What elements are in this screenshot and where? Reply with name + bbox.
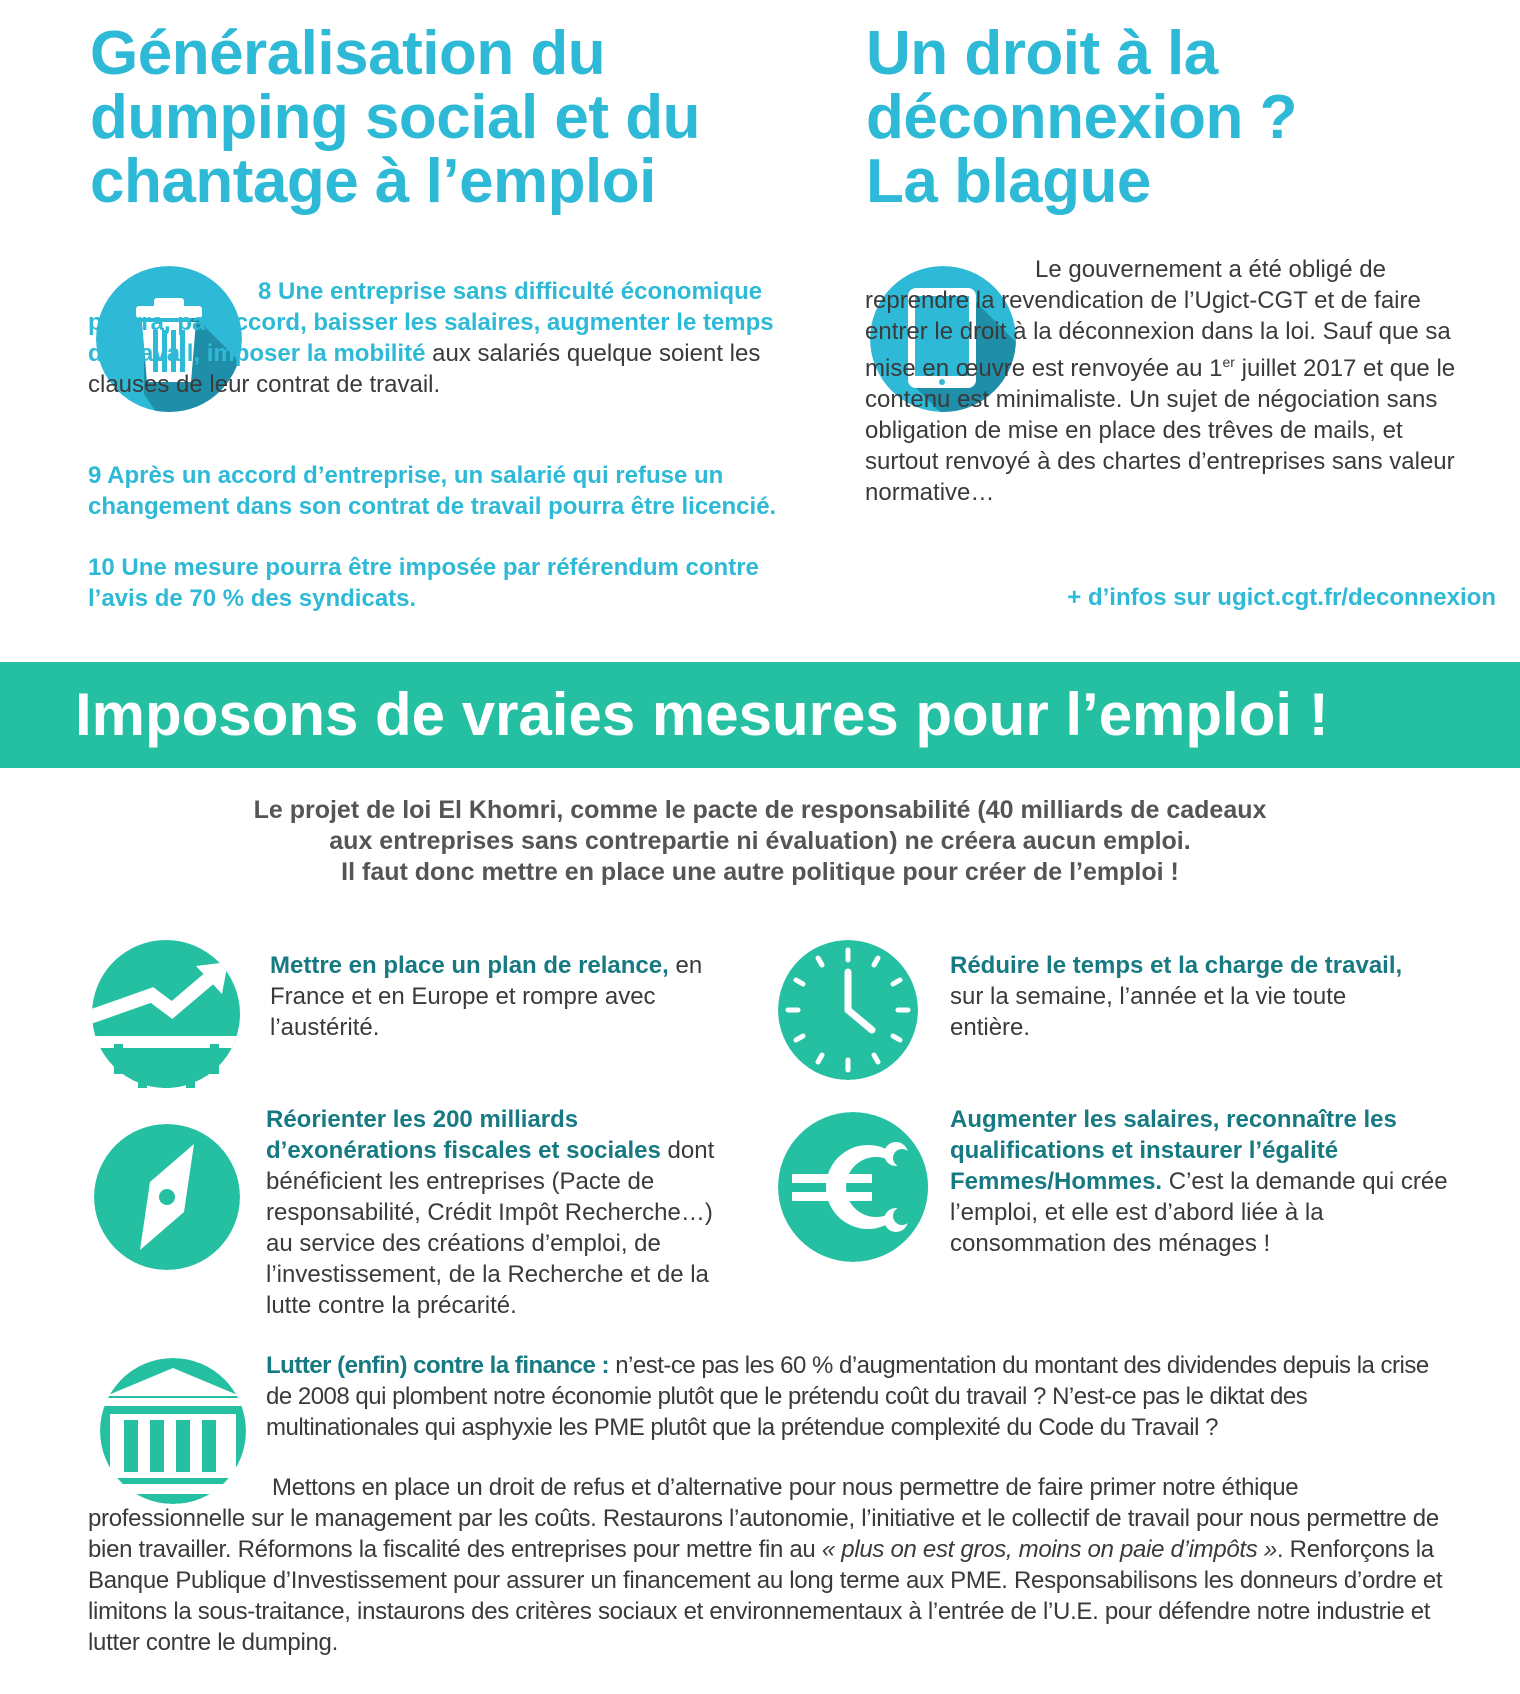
exo-title: Réorienter les 200 milliards d’exonérations fiscales et sociales: [266, 1106, 661, 1164]
measure-relance: [270, 950, 710, 1043]
measure-salaires: [950, 1104, 1450, 1259]
closing-quote: « plus on est gros, moins on paie d’impôts »: [821, 1536, 1277, 1563]
exo-text: dont bénéficient les entreprises (Pacte de responsabilité, Crédit Impôt Recherche…) au service des créations d’emploi, de l’investissement, de la Recherche et de la lutte contre la précarité.: [266, 1137, 715, 1319]
relance-text: en France et en Europe et rompre avec l’austérité.: [270, 952, 703, 1041]
superscript-er: er: [1222, 354, 1235, 370]
item-8-bold: 8 Une entreprise sans difficulté économique pourra, par accord, baisser les salaires, augmenter le temps de travail, imposer la mobilité: [88, 278, 774, 367]
right-section-title: [866, 19, 1486, 216]
compass-icon: [94, 1124, 240, 1270]
deconnexion-text-2: juillet 2017 et que le contenu est minimaliste. Un sujet de négociation sans obligation de mise en place des trêves de mails, et surtout renvoyé à des chartes d’entreprises sans valeur normative…: [865, 355, 1456, 506]
title-line: dumping social et du: [90, 83, 701, 152]
deconnexion-text-1: Le gouvernement a été obligé de reprendre la revendication de l’Ugict-CGT et de faire entrer le droit à la déconnexion dans la loi. Sauf que sa mise en œuvre est renvoyée au 1: [865, 256, 1451, 382]
intro-line: aux entreprises sans contrepartie ni évaluation) ne créera aucun emploi.: [329, 827, 1191, 855]
deconnexion-paragraph: [865, 254, 1465, 508]
salaires-text: C’est la demande qui crée l’emploi, et elle est d’abord liée à la consommation des ménages !: [950, 1168, 1448, 1257]
temps-title: Réduire le temps et la charge de travail,: [950, 952, 1403, 979]
item-9-text: 9 Après un accord d’entreprise, un salarié qui refuse un changement dans son contrat de travail pourra être licencié.: [88, 462, 777, 520]
intro-text: [150, 795, 1370, 888]
intro-line: Il faut donc mettre en place une autre politique pour créer de l’emploi !: [341, 858, 1179, 886]
item-10: [88, 552, 778, 614]
title-line: déconnexion ?: [866, 83, 1297, 152]
closing-paragraph: [88, 1472, 1446, 1658]
measure-temps: [950, 950, 1420, 1043]
title-line: Un droit à la: [866, 19, 1218, 88]
title-line: La blague: [866, 147, 1151, 216]
item-10-text: 10 Une mesure pourra être imposée par référendum contre l’avis de 70 % des syndicats.: [88, 554, 759, 612]
item-8-rest: aux salariés quelque soient les clauses de leur contrat de travail.: [88, 340, 761, 398]
title-line: Généralisation du: [90, 19, 606, 88]
deconnexion-link-text[interactable]: + d’infos sur ugict.cgt.fr/deconnexion: [1067, 584, 1496, 611]
closing-text-1: Mettons en place un droit de refus et d’alternative pour nous permettre de faire primer notre éthique professionnelle sur le management par les coûts. Restaurons l’autonomie, l’initiative et le collectif de travail pour nous permettre de bien travailler. Réformons la fiscalité des entreprises pour mettre fin au: [88, 1474, 1439, 1563]
growth-arrow-icon: [92, 940, 240, 1088]
item-8: [88, 276, 778, 400]
closing-text-2: . Renforçons la Banque Publique d’Investissement pour assurer un financement au long terme aux PME. Responsabilisons les donneurs d’ordre et limitons la sous-traitance, instaurons des critères sociaux et environnementaux à l’entrée de l’U.E. pour défendre notre industrie et lutter contre le dumping.: [88, 1536, 1443, 1656]
measure-finance: [266, 1350, 1446, 1443]
deconnexion-link[interactable]: [1036, 582, 1496, 613]
finance-text: n’est-ce pas les 60 % d’augmentation du montant des dividendes depuis la crise de 2008 qui plombent notre économie plutôt que le prétendu coût du travail ? N’est-ce pas le diktat des multinationales qui asphyxie les PME plutôt que la prétendue complexité du Code du Travail ?: [266, 1352, 1429, 1441]
banner: [0, 662, 1520, 768]
finance-title: Lutter (enfin) contre la finance :: [266, 1352, 610, 1379]
euro-icon: [778, 1112, 928, 1262]
relance-title: Mettre en place un plan de relance,: [270, 952, 669, 979]
intro-line: Le projet de loi El Khomri, comme le pacte de responsabilité (40 milliards de cadeaux: [253, 796, 1267, 824]
clock-icon: [778, 940, 918, 1080]
item-9: [88, 460, 778, 522]
banner-title: Imposons de vraies mesures pour l’emploi !: [75, 681, 1329, 748]
temps-text: sur la semaine, l’année et la vie toute entière.: [950, 983, 1347, 1041]
title-line: chantage à l’emploi: [90, 147, 656, 216]
measure-exonerations: [266, 1104, 746, 1321]
left-section-title: [90, 19, 790, 216]
salaires-title: Augmenter les salaires, reconnaître les qualifications et instaurer l’égalité Femmes/Hommes.: [950, 1106, 1397, 1195]
